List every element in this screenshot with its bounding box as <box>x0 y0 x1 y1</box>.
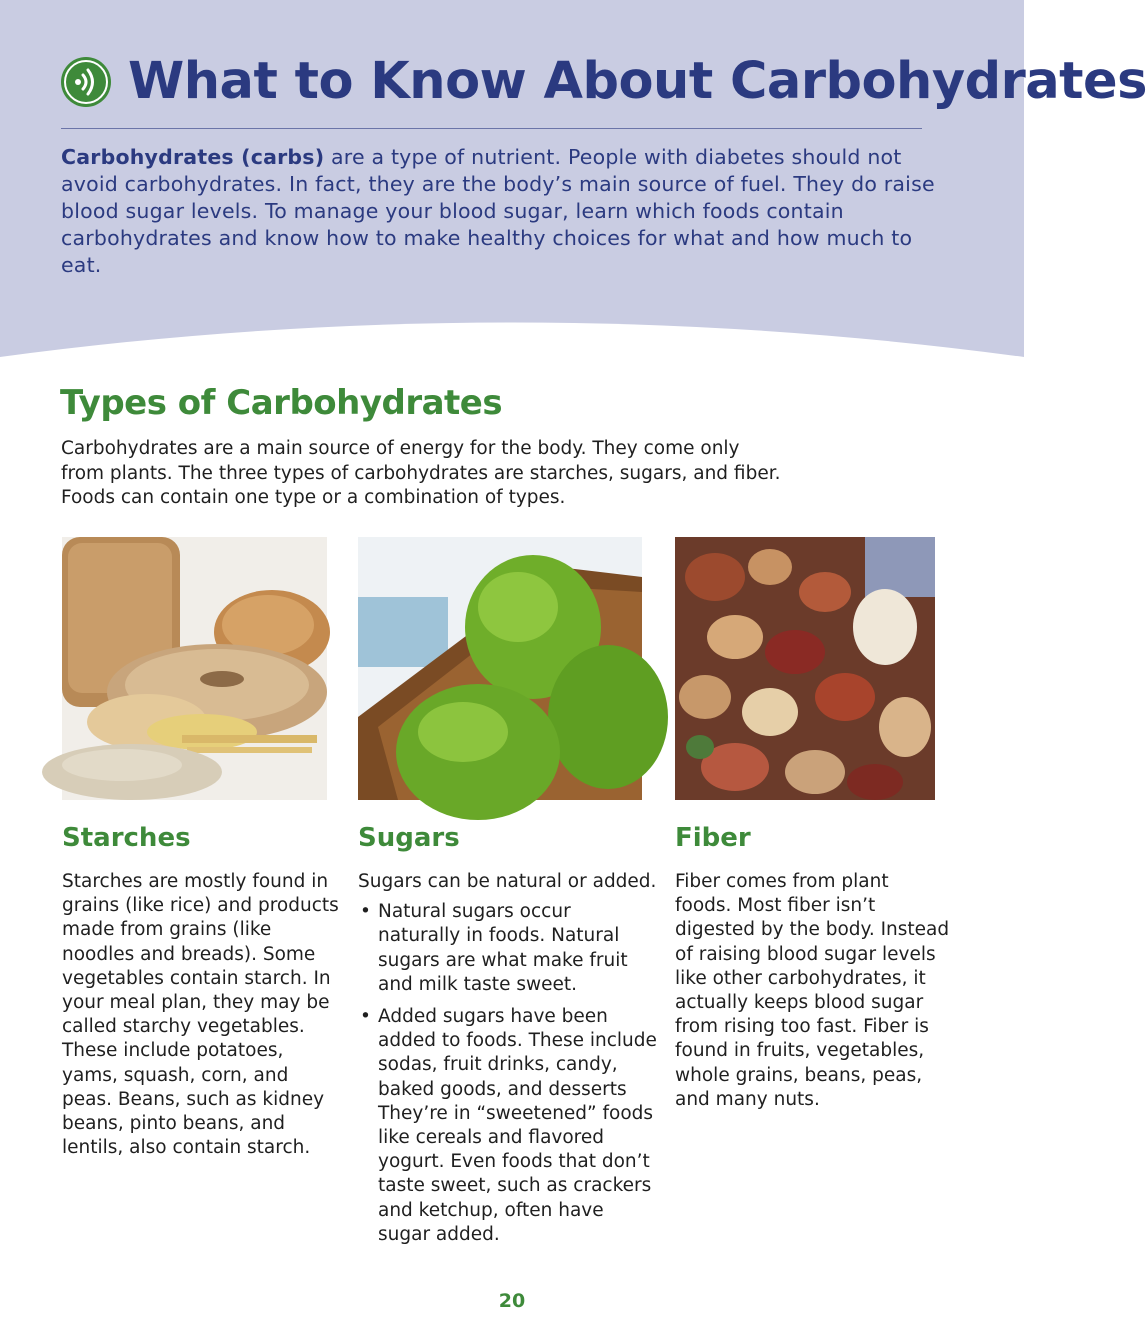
fiber-heading: Fiber <box>675 823 751 853</box>
sugars-bullet-list <box>358 900 658 1247</box>
fiber-text: Fiber comes from plant foods. Most fiber isn’t digested by the body. Instead of raising blood sugar levels like other carbohydrates, it actually keeps blood sugar from rising too fast. Fiber is found in fruits, vegetables, whole grains, beans, peas, and many nuts. <box>675 871 950 1110</box>
starches-text: Starches are mostly found in grains (like rice) and products made from grains (like noodles and breads). Some vegetables contain starch. In your meal plan, they may be called starchy vegetables. These include potatoes, yams, squash, corn, and peas. Beans, such as kidney beans, pinto beans, and lentils, also contain starch. <box>62 871 339 1159</box>
sugars-photo <box>358 537 642 800</box>
intro-bold-term: Carbohydrates (carbs) <box>61 145 325 169</box>
sugars-bullet-added: • Added sugars have been added to foods. These include sodas, fruit drinks, candy, baked goods, and desserts They’re in “sweetened” foods like cereals and flavored yogurt. Even foods that don’t taste sweet, such as crackers and ketchup, often have sugar added. <box>358 1005 658 1247</box>
starches-photo <box>62 537 327 800</box>
sugars-heading: Sugars <box>358 823 460 853</box>
sugars-intro: Sugars can be natural or added. <box>358 871 657 892</box>
sugars-text <box>358 870 658 1255</box>
starches-heading: Starches <box>62 823 191 853</box>
title-divider <box>61 128 922 129</box>
intro-text: are a type of nutrient. People with diabetes should not avoid carbohydrates. In fact, they are the body’s main source of fuel. They do raise blood sugar levels. To manage your blood sugar, learn which foods contain carbohydrates and know how to make healthy choices for what and how much to eat. <box>61 145 935 277</box>
section-title: Types of Carbohydrates <box>60 383 503 423</box>
audio-speaker-icon[interactable] <box>60 56 112 108</box>
intro-paragraph <box>61 144 941 279</box>
title-row <box>60 52 1147 112</box>
section-body: Carbohydrates are a main source of energy for the body. They come only from plants. The three types of carbohydrates are starches, sugars, and fiber. Foods can contain one type or a combination of types. <box>61 438 781 508</box>
page-title: What to Know About Carbohydrates <box>128 52 1147 111</box>
page-number: 20 <box>498 1290 526 1312</box>
sugars-bullet-natural: • Natural sugars occur naturally in foods. Natural sugars are what make fruit and milk taste sweet. <box>358 900 658 997</box>
header-curve <box>0 300 1024 390</box>
fiber-photo <box>675 537 935 800</box>
